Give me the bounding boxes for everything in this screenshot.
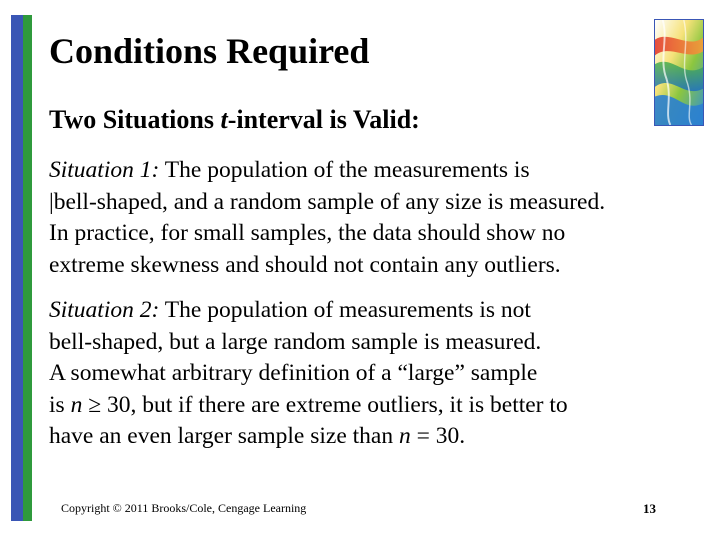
situation-2-line-3: A somewhat arbitrary definition of a “large” sample — [49, 360, 538, 386]
situation-2-line-4 — [49, 390, 689, 422]
subtitle-suffix: -interval is Valid: — [227, 105, 420, 134]
line-5-prefix: have an even larger sample size than — [49, 423, 399, 449]
subtitle-italic-t: t — [220, 105, 228, 134]
subtitle-prefix: Two Situations — [49, 105, 221, 134]
situation-2-lead: Situation 2: — [49, 297, 160, 323]
situation-1-paragraph — [49, 155, 689, 281]
situation-1-line-1 — [49, 155, 689, 187]
situation-2-line-1-text: The population of measurements is not — [159, 297, 531, 323]
situation-2-line-2: bell-shaped, but a large random sample is measured. — [49, 328, 542, 355]
abstract-swirl-graphic — [655, 20, 703, 125]
sidebar-green-bar — [23, 15, 32, 521]
situation-1-lead: Situation 1: — [49, 157, 160, 183]
slide-title: Conditions Required — [49, 31, 370, 71]
line-4-suffix: ≥ 30, but if there are extreme outliers, it is better to — [82, 391, 568, 418]
line-4-prefix: is — [49, 391, 71, 418]
situation-2-paragraph — [49, 295, 689, 453]
situation-1-line-1-text: The population of the measurements is — [159, 157, 530, 183]
line-5-suffix: = 30. — [410, 423, 466, 449]
situation-2-line-5 — [49, 421, 689, 453]
sidebar-blue-bar — [11, 15, 23, 521]
copyright-notice: Copyright © 2011 Brooks/Cole, Cengage Learning — [61, 501, 307, 515]
line-5-variable-n: n — [398, 423, 411, 449]
line-4-variable-n: n — [70, 391, 83, 418]
slide-subtitle — [49, 105, 420, 135]
situation-1-line-3: In practice, for small samples, the data should show no — [49, 220, 566, 246]
situation-2-line-1 — [49, 295, 689, 327]
corner-decorative-image — [654, 19, 704, 126]
situation-1-line-4: extreme skewness and should not contain any outliers. — [49, 251, 561, 278]
situation-1-line-2: |bell-shaped, and a random sample of any size is measured. — [49, 188, 606, 215]
page-number: 13 — [643, 501, 656, 516]
